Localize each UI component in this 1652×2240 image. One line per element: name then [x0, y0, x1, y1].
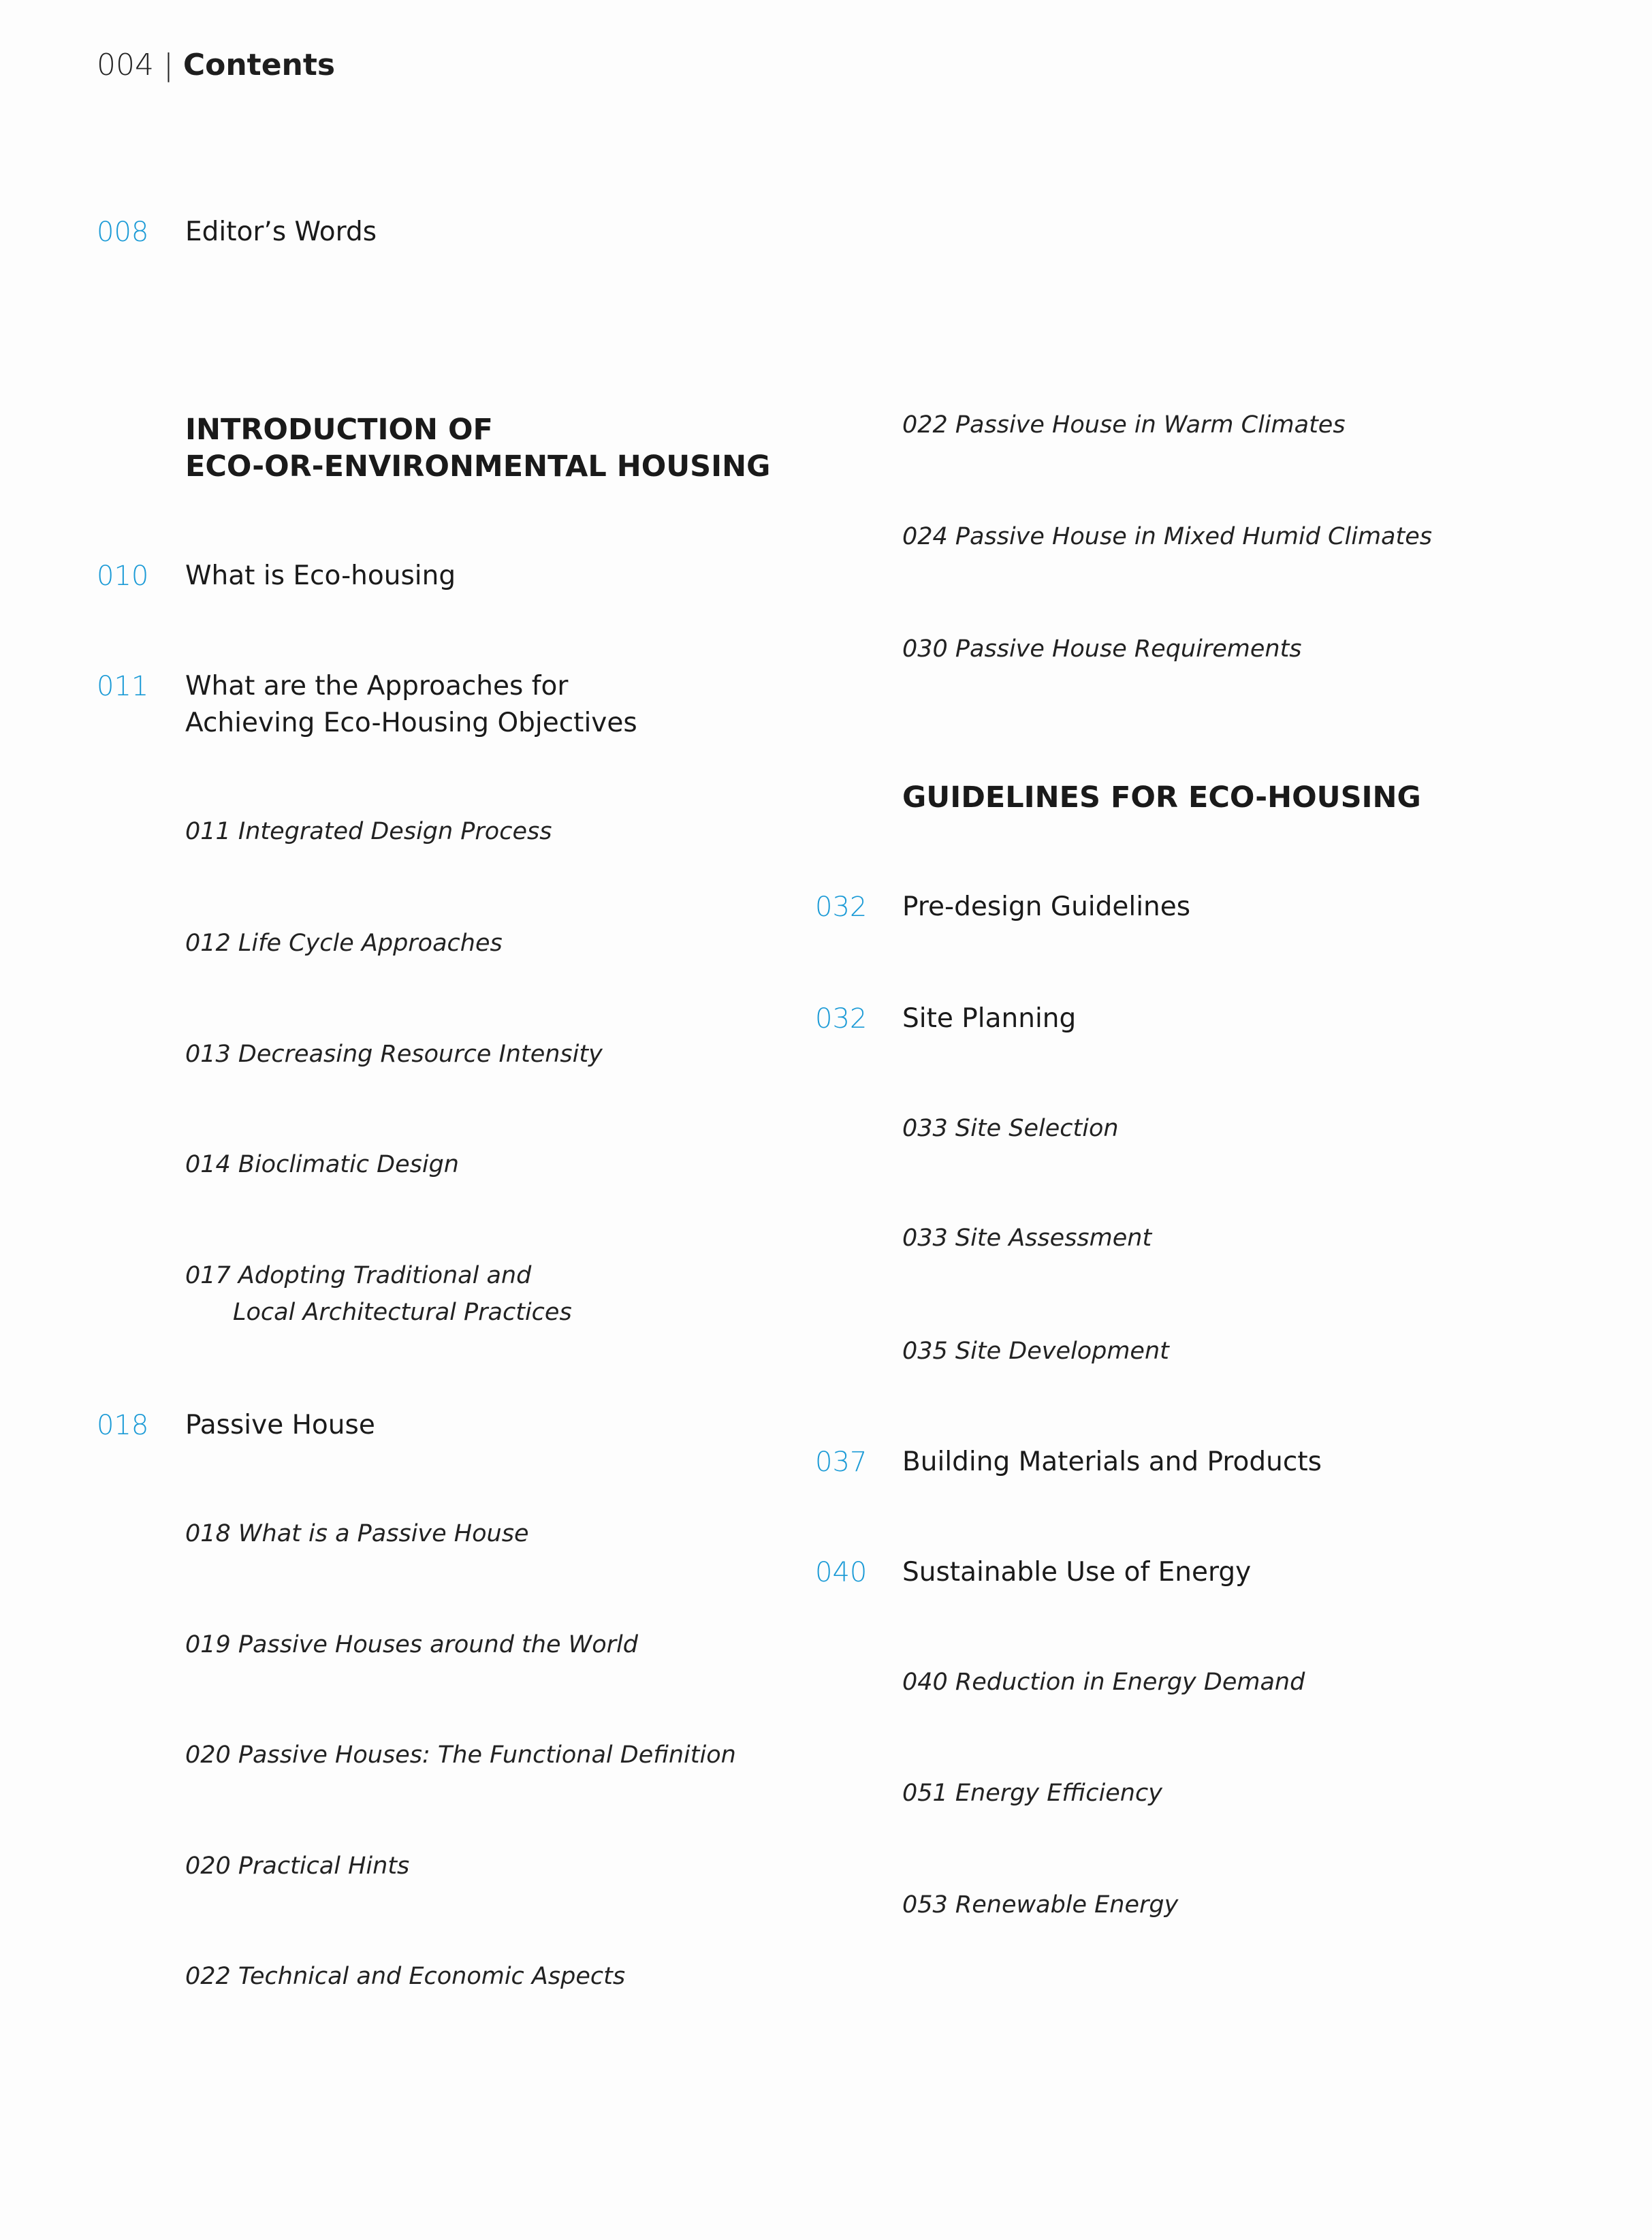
toc-entry-site-planning[interactable]: Site Planning — [902, 1003, 1077, 1034]
toc-subentry-line: Local Architectural Practices — [233, 1299, 572, 1326]
toc-subentry-line: 017 Adopting Traditional and — [185, 1262, 532, 1289]
toc-page-number: 008 — [97, 217, 149, 248]
toc-entry-pre-design-guidelines[interactable]: Pre-design Guidelines — [902, 892, 1191, 922]
toc-subentry[interactable]: 033 Site Selection — [902, 1115, 1119, 1142]
header-separator: | — [163, 48, 174, 82]
toc-entry-what-is-eco-housing[interactable]: What is Eco-housing — [185, 561, 456, 591]
section-heading-line: ECO-OR-ENVIRONMENTAL HOUSING — [185, 449, 771, 484]
toc-page-number: 018 — [97, 1410, 149, 1441]
toc-subentry[interactable]: 022 Passive House in Warm Climates — [902, 411, 1346, 439]
toc-page-number: 010 — [97, 561, 149, 592]
toc-subentry[interactable]: 019 Passive Houses around the World — [185, 1631, 638, 1658]
page-header — [97, 45, 335, 86]
page-number: 004 — [97, 48, 154, 82]
section-heading-line: INTRODUCTION OF — [185, 413, 493, 447]
toc-page-number: 011 — [97, 671, 149, 702]
toc-subentry[interactable]: 011 Integrated Design Process — [185, 818, 552, 845]
toc-subentry[interactable]: 018 What is a Passive House — [185, 1520, 529, 1547]
toc-subentry[interactable]: 051 Energy Efficiency — [902, 1780, 1162, 1807]
toc-subentry[interactable] — [185, 1257, 572, 1331]
section-heading-guidelines: GUIDELINES FOR ECO-HOUSING — [902, 780, 1421, 815]
toc-subentry[interactable]: 012 Life Cycle Approaches — [185, 930, 503, 957]
toc-subentry[interactable]: 024 Passive House in Mixed Humid Climates — [902, 523, 1432, 550]
section-heading-introduction — [185, 411, 770, 485]
toc-subentry[interactable]: 014 Bioclimatic Design — [185, 1151, 459, 1178]
toc-entry-line: Achieving Eco-Housing Objectives — [185, 708, 637, 738]
toc-page-number: 032 — [815, 892, 868, 923]
toc-subentry[interactable]: 013 Decreasing Resource Intensity — [185, 1041, 603, 1068]
toc-entry-passive-house[interactable]: Passive House — [185, 1410, 375, 1440]
toc-entry-sustainable-energy[interactable]: Sustainable Use of Energy — [902, 1557, 1252, 1588]
toc-entry-editors-words[interactable]: Editor’s Words — [185, 217, 377, 247]
toc-page-number: 032 — [815, 1003, 868, 1035]
toc-page-number: 040 — [815, 1557, 868, 1588]
toc-entry-approaches[interactable] — [185, 668, 637, 742]
toc-subentry[interactable]: 020 Practical Hints — [185, 1852, 410, 1880]
toc-subentry[interactable]: 035 Site Development — [902, 1338, 1169, 1365]
page-title: Contents — [182, 48, 336, 82]
toc-subentry[interactable]: 053 Renewable Energy — [902, 1891, 1179, 1919]
toc-subentry[interactable]: 020 Passive Houses: The Functional Definition — [185, 1741, 736, 1769]
toc-page-number: 037 — [815, 1447, 868, 1478]
toc-subentry[interactable]: 033 Site Assessment — [902, 1225, 1152, 1252]
toc-subentry[interactable]: 030 Passive House Requirements — [902, 635, 1302, 663]
toc-entry-building-materials[interactable]: Building Materials and Products — [902, 1447, 1322, 1477]
toc-entry-line: What are the Approaches for — [185, 671, 569, 701]
toc-subentry[interactable]: 022 Technical and Economic Aspects — [185, 1963, 626, 1990]
toc-subentry[interactable]: 040 Reduction in Energy Demand — [902, 1669, 1305, 1696]
